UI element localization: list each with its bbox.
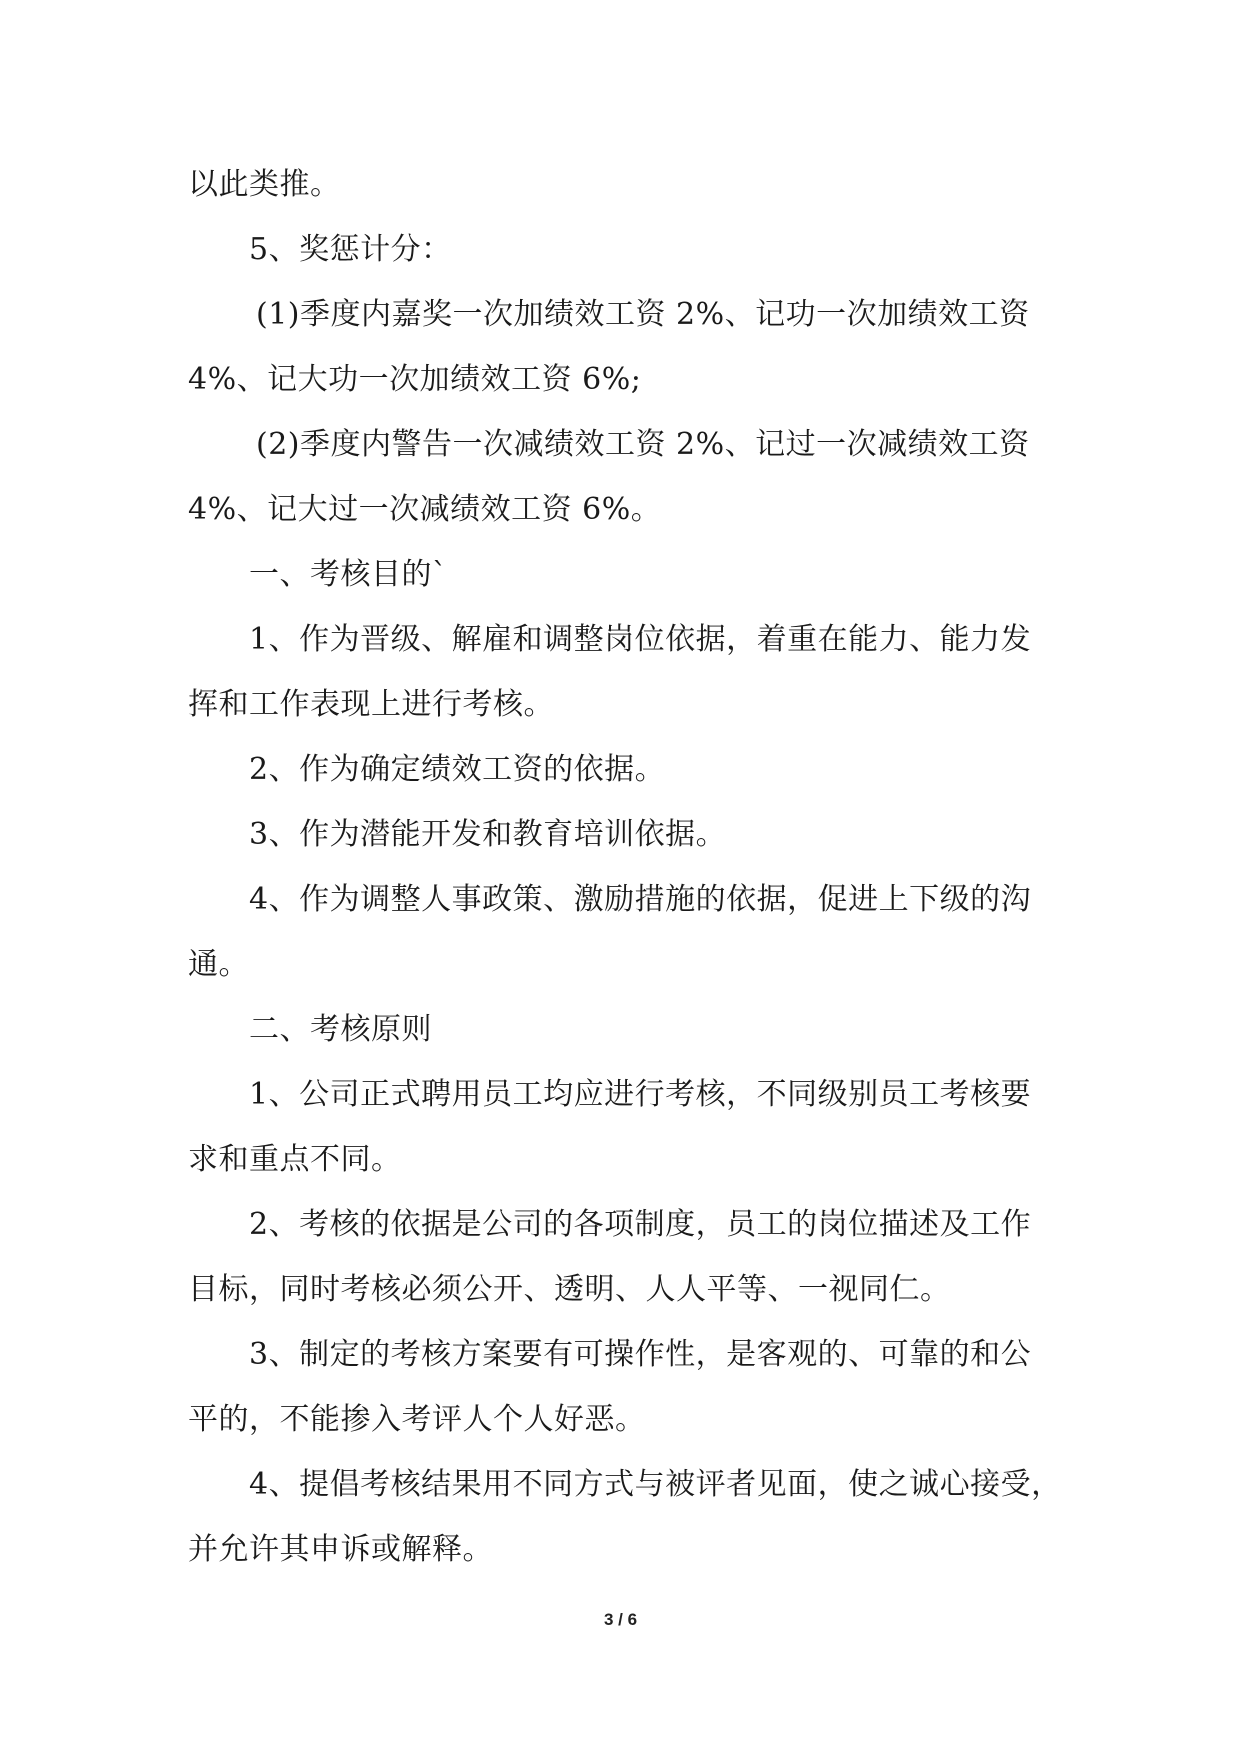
text-line: (2)季度内警告一次减绩效工资 2%、记过一次减绩效工资	[256, 427, 1030, 462]
text-line: 4、提倡考核结果用不同方式与被评者见面，使之诚心接受，	[249, 1467, 1062, 1502]
text-line: 4、作为调整人事政策、激励措施的依据，促进上下级的沟	[249, 882, 1032, 917]
text-line: 平的，不能掺入考评人个人好恶。	[188, 1402, 646, 1437]
text-line: 2、作为确定绩效工资的依据。	[249, 752, 666, 787]
section-heading: 二、考核原则	[249, 1012, 432, 1047]
text-line: 挥和工作表现上进行考核。	[188, 687, 554, 722]
text-line: 4%、记大功一次加绩效工资 6%;	[188, 362, 642, 397]
text-line: 4%、记大过一次减绩效工资 6%。	[188, 492, 662, 527]
text-line: 以此类推。	[188, 167, 341, 202]
text-line: (1)季度内嘉奖一次加绩效工资 2%、记功一次加绩效工资	[256, 297, 1030, 332]
text-line: 3、制定的考核方案要有可操作性，是客观的、可靠的和公	[249, 1337, 1032, 1372]
text-line: 1、作为晋级、解雇和调整岗位依据，着重在能力、能力发	[249, 622, 1032, 657]
text-line: 目标，同时考核必须公开、透明、人人平等、一视同仁。	[188, 1272, 951, 1307]
text-line: 5、奖惩计分：	[249, 232, 452, 267]
section-heading: 一、考核目的`	[249, 557, 448, 592]
text-line: 2、考核的依据是公司的各项制度，员工的岗位描述及工作	[249, 1207, 1032, 1242]
text-line: 通。	[188, 947, 249, 982]
text-line: 并允许其申诉或解释。	[188, 1532, 493, 1567]
page-number: 3 / 6	[603, 1610, 638, 1629]
text-line: 1、公司正式聘用员工均应进行考核，不同级别员工考核要	[249, 1077, 1032, 1112]
text-line: 求和重点不同。	[188, 1142, 402, 1177]
text-line: 3、作为潜能开发和教育培训依据。	[249, 817, 727, 852]
document-body	[188, 152, 1060, 1582]
